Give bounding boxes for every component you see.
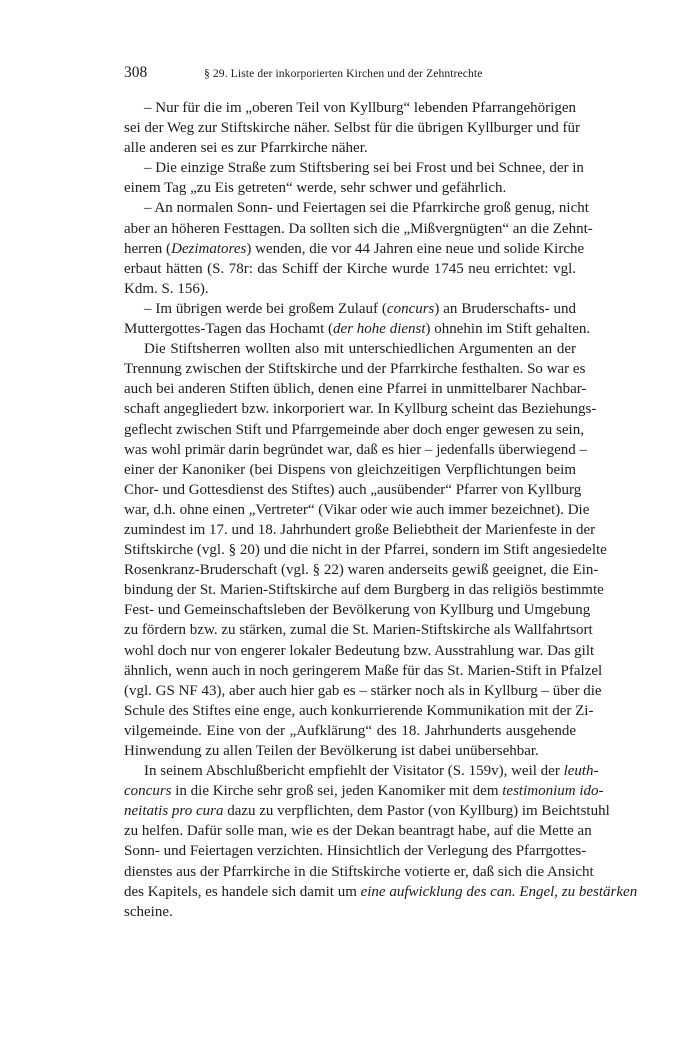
- text-segment: wohl doch nur von engerer lokaler Bedeutung bzw. Ausstrahlung war. Das gilt: [124, 642, 595, 659]
- text-line: [124, 701, 594, 721]
- text-line: [124, 761, 599, 781]
- text-line: [124, 138, 576, 158]
- text-line: [124, 560, 599, 580]
- text-line: [124, 279, 576, 299]
- text-segment: einem Tag „zu Eis getreten“ werde, sehr schwer und gefährlich.: [124, 180, 507, 197]
- text-segment: zumindest im 17. und 18. Jahrhundert große Beliebtheit der Marienfeste in der: [124, 521, 596, 538]
- text-line: [124, 641, 595, 661]
- text-segment: geflecht zwischen Stift und Pfarrgemeinde aber doch enger gewesen zu sein,: [124, 421, 584, 438]
- text-segment: des Kapitels, es handele sich damit um: [124, 883, 361, 900]
- text-segment: Rosenkranz-Bruderschaft (vgl. § 22) waren anderseits gewiß geeignet, die Ein-: [124, 562, 599, 579]
- text-segment: ähnlich, wenn auch in noch geringerem Maße für das St. Marien-Stift in Pfalzel: [124, 662, 603, 679]
- text-line: [124, 239, 585, 259]
- text-line: [124, 319, 591, 339]
- text-segment: in die Kirche sehr groß sei, jeden Kanomiker mit dem: [171, 783, 503, 800]
- text-segment: (vgl. GS NF 43), aber auch hier gab es – stärker noch als in Kyllburg – über die: [124, 682, 602, 699]
- text-line: [124, 801, 610, 821]
- text-segment: Hinwendung zu allen Teilen der Bevölkerung ist dabei unübersehbar.: [124, 743, 539, 759]
- text-line: [124, 440, 587, 460]
- page-number: 308: [124, 64, 148, 81]
- italic-text: concurs: [386, 300, 435, 317]
- text-line: [124, 500, 590, 520]
- text-segment: was wohl primär darin begründet war, daß es hier – jedenfalls überwiegend –: [124, 441, 587, 458]
- text-line: [124, 399, 597, 419]
- text-line: [124, 600, 591, 620]
- text-segment: dienstes aus der Pfarrkirche in die Stiftskirche votierte er, daß sich die Ansicht: [124, 863, 594, 880]
- text-segment: vilgemeinde. Eine von der „Aufklärung“ des 18. Jahrhunderts ausgehende: [124, 722, 576, 739]
- italic-text: eine aufwicklung des can. Engel, zu bestärken: [360, 883, 638, 900]
- text-segment: – Im übrigen werde bei großem Zulauf (: [144, 300, 387, 317]
- text-segment: Fest- und Gemeinschaftsleben der Bevölkerung von Kyllburg und Umgebung: [124, 602, 591, 619]
- text-segment: Muttergottes-Tagen das Hochamt (: [124, 321, 334, 338]
- text-line: [124, 902, 576, 922]
- text-segment: zu helfen. Dafür solle man, wie es der Dekan beantragt habe, auf die Mette an: [124, 823, 592, 840]
- italic-text: leuth-: [563, 763, 599, 780]
- text-line: [124, 661, 603, 681]
- text-line: [124, 882, 638, 902]
- text-segment: Chor- und Gottesdienst des Stiftes) auch „ausübender“ Pfarrer von Kyllburg: [124, 481, 582, 498]
- text-segment: Die Stiftsherren wollten also mit unterschiedlichen Argumenten an der: [144, 341, 576, 358]
- text-line: [124, 420, 584, 440]
- text-line: [124, 118, 581, 138]
- text-segment: Schule des Stiftes eine enge, auch konkurrierende Kommunikation mit der Zi-: [124, 702, 594, 719]
- text-line: [124, 821, 592, 841]
- text-segment: scheine.: [124, 903, 173, 920]
- text-segment: dazu zu verpflichten, dem Pastor (von Kyllburg) im Beichtstuhl: [223, 803, 610, 820]
- italic-text: concurs: [124, 783, 172, 800]
- text-segment: ) an Bruderschafts- und: [434, 300, 576, 317]
- italic-text: der hohe dienst: [333, 321, 426, 338]
- text-line: [124, 741, 576, 761]
- text-segment: In seinem Abschlußbericht empfiehlt der Visitator (S. 159v), weil der: [144, 763, 564, 780]
- text-segment: einer der Kanoniker (bei Dispens von gleichzeitigen Verpflichtungen beim: [124, 461, 576, 478]
- text-line: [124, 219, 593, 239]
- text-line: [124, 580, 604, 600]
- text-segment: zu fördern bzw. zu stärken, zumal die St. Marien-Stiftskirche als Wallfahrtsort: [124, 622, 593, 639]
- body-text: [124, 98, 638, 922]
- text-line: [124, 98, 576, 118]
- text-segment: Stiftskirche (vgl. § 20) und die nicht in der Pfarrei, sondern im Stift angesiedelte: [124, 542, 607, 559]
- text-line: [124, 721, 576, 741]
- text-segment: – An normalen Sonn- und Feiertagen sei die Pfarrkirche groß genug, nicht: [144, 200, 589, 217]
- text-segment: Kdm. S. 156).: [124, 280, 209, 297]
- text-segment: auch bei anderen Stiften üblich, denen eine Pfarrei in unmittelbarer Nachbar-: [124, 381, 587, 398]
- text-segment: Sonn- und Feiertagen verzichten. Hinsichtlich der Verlegung des Pfarrgottes-: [124, 843, 587, 860]
- text-line: [124, 620, 593, 640]
- text-segment: alle anderen sei es zur Pfarrkirche näher.: [124, 140, 368, 157]
- text-segment: aber an höheren Festtagen. Da sollten sich die „Mißvergnügten“ an die Zehnt-: [124, 220, 593, 237]
- text-segment: schaft angegliedert bzw. inkorporiert war. In Kyllburg scheint das Beziehungs-: [124, 401, 597, 418]
- text-line: [124, 681, 602, 701]
- text-segment: war, d.h. ohne einen „Vertreter“ (Vikar oder wie auch immer bezeichnet). Die: [124, 501, 590, 518]
- text-line: [124, 359, 586, 379]
- text-segment: erbaut hätten (S. 78r: das Schiff der Kirche wurde 1745 neu errichtet: vgl.: [124, 260, 576, 277]
- text-segment: ) wenden, die vor 44 Jahren eine neue und solide Kirche: [246, 240, 585, 257]
- italic-text: neitatis pro cura: [124, 803, 224, 820]
- running-title: § 29. Liste der inkorporierten Kirchen und der Zehntrechte: [204, 67, 483, 80]
- text-line: [124, 259, 576, 279]
- text-line: [124, 540, 607, 560]
- text-line: [124, 198, 589, 218]
- italic-text: testimonium ido-: [502, 783, 604, 800]
- text-segment: ) ohnehin im Stift gehalten.: [425, 321, 591, 338]
- text-line: [124, 841, 587, 861]
- text-line: [124, 158, 584, 178]
- text-line: [124, 520, 596, 540]
- text-segment: – Nur für die im „oberen Teil von Kyllburg“ lebenden Pfarrangehörigen: [144, 100, 576, 116]
- text-line: [124, 862, 594, 882]
- text-line: [124, 781, 604, 801]
- text-segment: herren (: [124, 240, 172, 257]
- text-line: [124, 178, 576, 198]
- text-segment: sei der Weg zur Stiftskirche näher. Selbst für die übrigen Kyllburger und für: [124, 120, 581, 137]
- text-line: [124, 480, 582, 500]
- text-line: [124, 379, 587, 399]
- text-line: [124, 460, 576, 480]
- italic-text: Dezimatores: [171, 240, 247, 257]
- text-segment: bindung der St. Marien-Stiftskirche auf dem Burgberg in das religiös bestimmte: [124, 582, 604, 599]
- text-segment: Trennung zwischen der Stiftskirche und der Pfarrkirche festhalten. So war es: [124, 361, 586, 378]
- page-header: [124, 64, 576, 84]
- text-line: [124, 299, 576, 319]
- text-line: [124, 339, 576, 359]
- text-segment: – Die einzige Straße zum Stiftsbering sei bei Frost und bei Schnee, der in: [144, 160, 584, 177]
